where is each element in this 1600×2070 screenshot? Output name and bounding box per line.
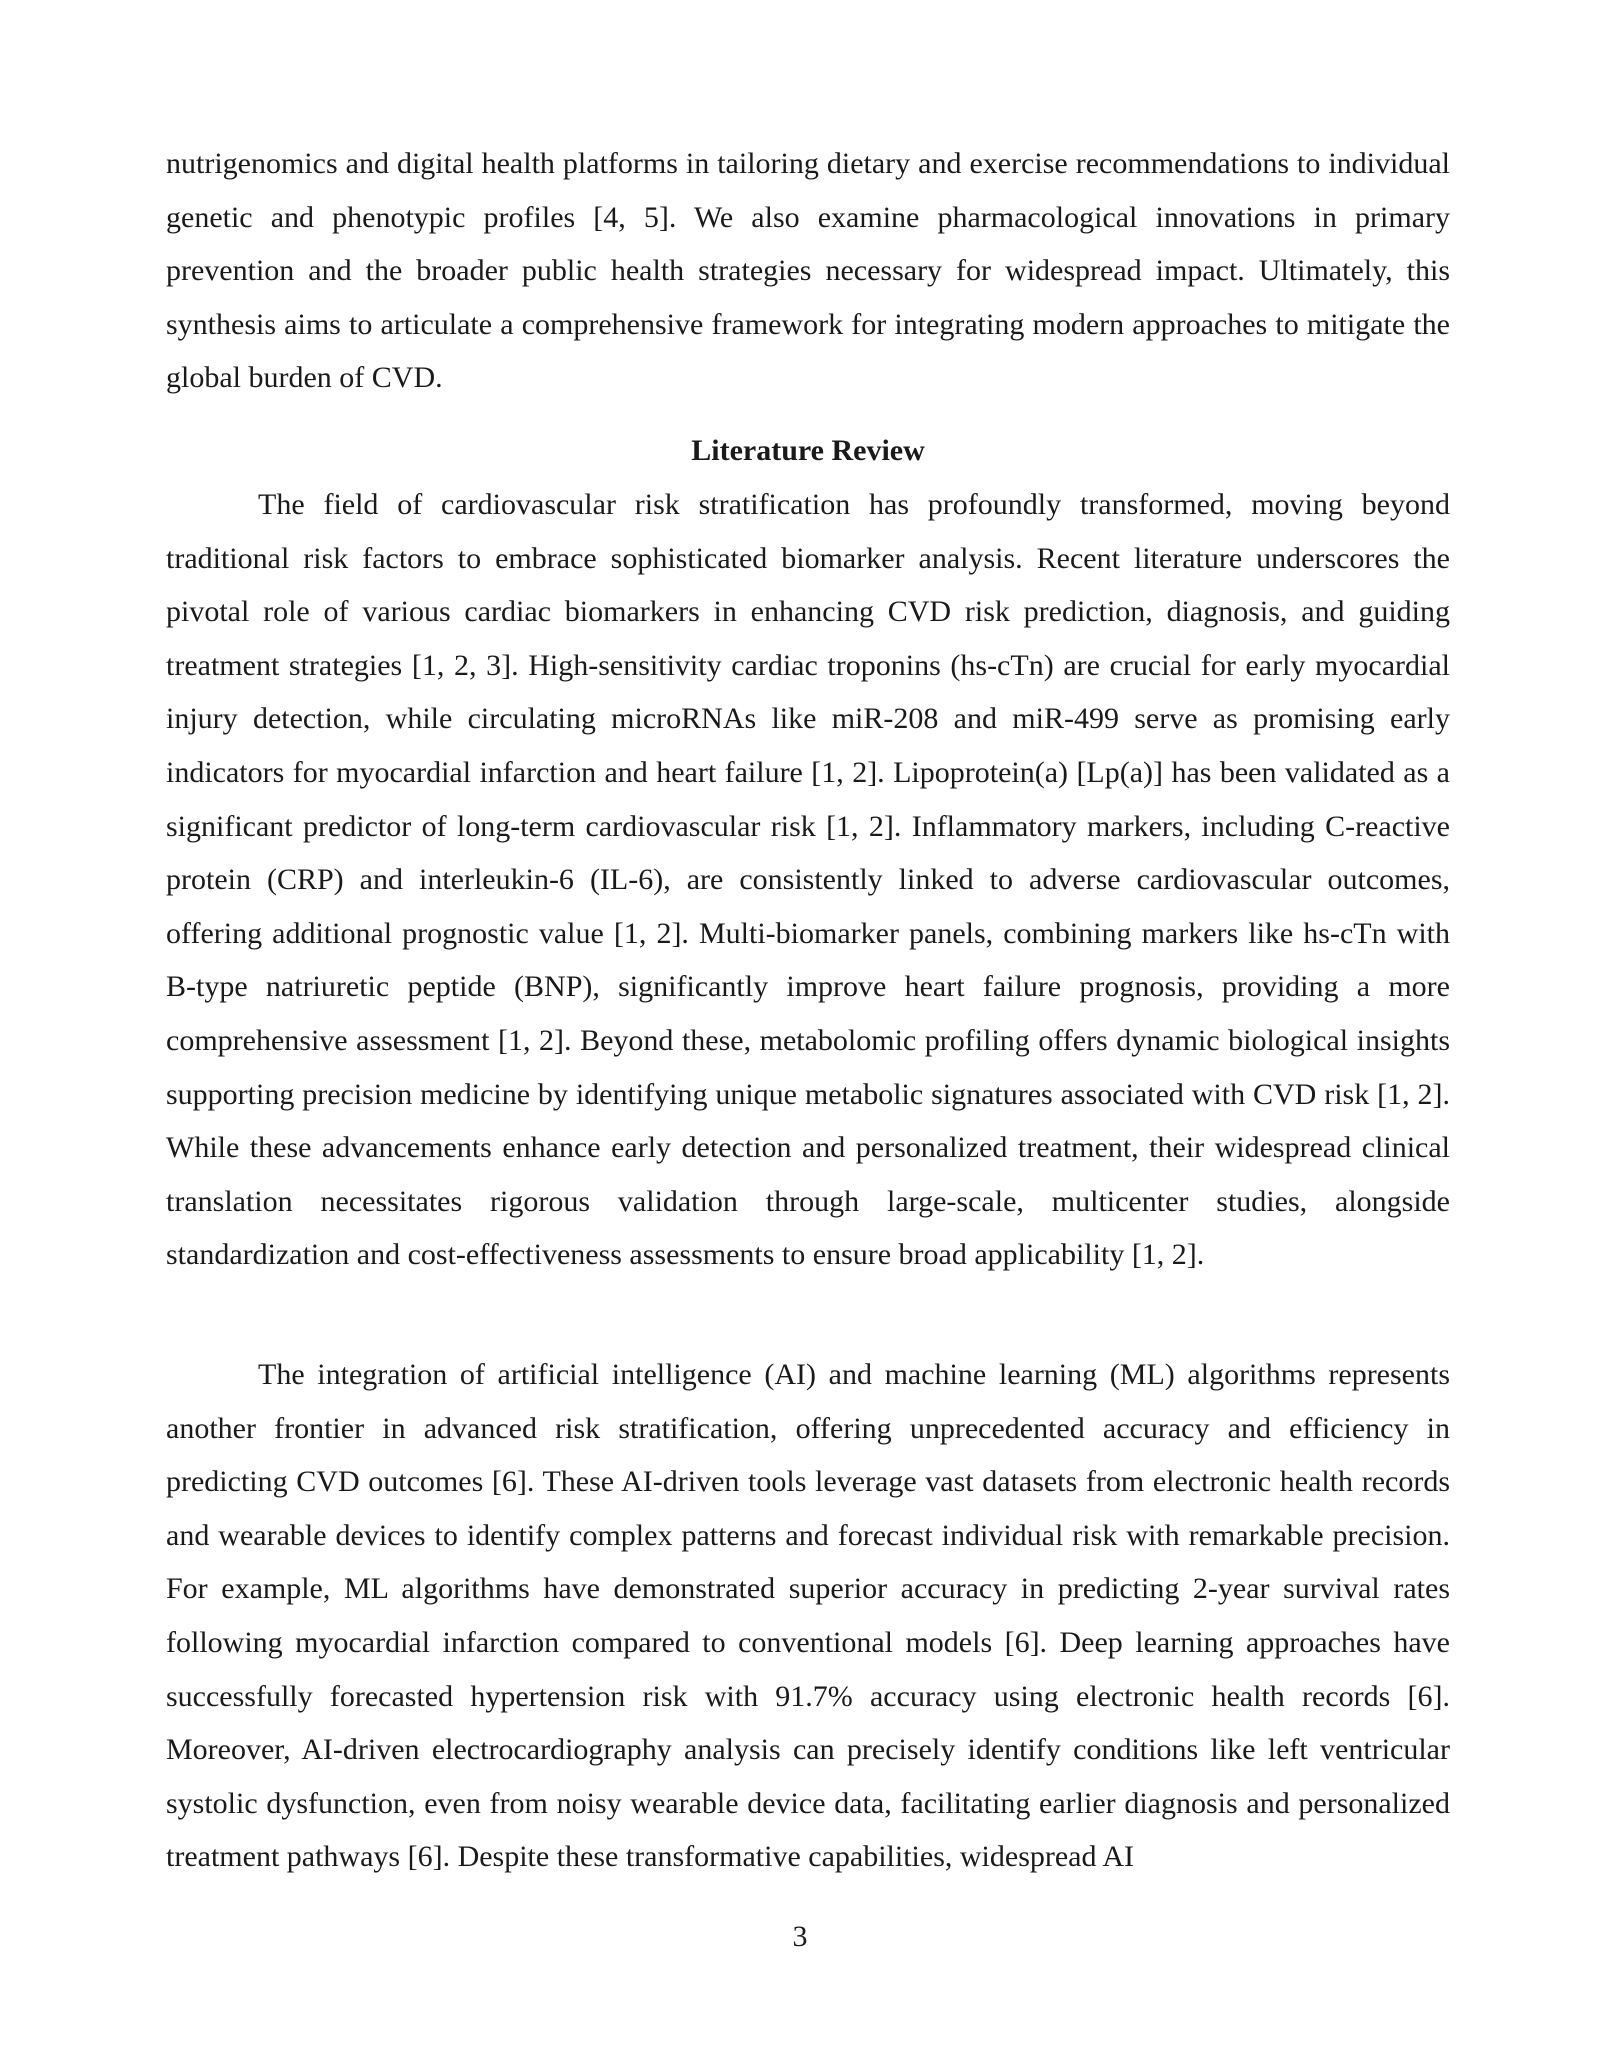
paragraph-biomarkers: The field of cardiovascular risk stratification has profoundly transformed, moving beyond traditional risk factors to embrace sophisticated biomarker analysis. Recent literature underscores the pivotal role of various cardiac biomarkers in enhancing CVD risk prediction, diagnosis, and guiding treatment strategies [1, 2, 3]. High-sensitivity cardiac troponins (hs-cTn) are crucial for early myocardial injury detection, while circulating microRNAs like miR-208 and miR-499 serve as promising early indicators for myocardial infarction and heart failure [1, 2]. Lipoprotein(a) [Lp(a)] has been validated as a significant predictor of long-term cardiovascular risk [1, 2]. Inflammatory markers, including C-reactive protein (CRP) and interleukin-6 (IL-6), are consistently linked to adverse cardiovascular outcomes, offering additional prognostic value [1, 2]. Multi-biomarker panels, combining markers like hs-cTn with B-type natriuretic peptide (BNP), significantly improve heart failure prognosis, providing a more comprehensive assessment [1, 2]. Beyond these, metabolomic profiling offers dynamic biological insights supporting precision medicine by identifying unique metabolic signatures associated with CVD risk [1, 2]. While these advancements enhance early detection and personalized treatment, their widespread clinical translation necessitates rigorous validation through large-scale, multicenter studies, alongside standardization and cost-effectiveness assessments to ensure broad applicability [1, 2].	[166, 488, 1450, 1272]
paragraph-intro-continuation: nutrigenomics and digital health platforms in tailoring dietary and exercise recommendations to individual genetic and phenotypic profiles [4, 5]. We also examine pharmacological innovations in primary prevention and the broader public health strategies necessary for widespread impact. Ultimately, this synthesis aims to articulate a comprehensive framework for integrating modern approaches to mitigate the global burden of CVD.	[166, 147, 1450, 395]
paragraph-ai-ml: The integration of artificial intelligence (AI) and machine learning (ML) algorithms represents another frontier in advanced risk stratification, offering unprecedented accuracy and efficiency in predicting CVD outcomes [6]. These AI-driven tools leverage vast datasets from electronic health records and wearable devices to identify complex patterns and forecast individual risk with remarkable precision. For example, ML algorithms have demonstrated superior accuracy in predicting 2-year survival rates following myocardial infarction compared to conventional models [6]. Deep learning approaches have successfully forecasted hypertension risk with 91.7% accuracy using electronic health records [6]. Moreover, AI-driven electrocardiography analysis can precisely identify conditions like left ventricular systolic dysfunction, even from noisy wearable device data, facilitating earlier diagnosis and personalized treatment pathways [6]. Despite these transformative capabilities, widespread AI	[166, 1358, 1450, 1874]
section-heading-literature-review: Literature Review	[691, 434, 925, 467]
page-number: 3	[792, 1920, 808, 1953]
